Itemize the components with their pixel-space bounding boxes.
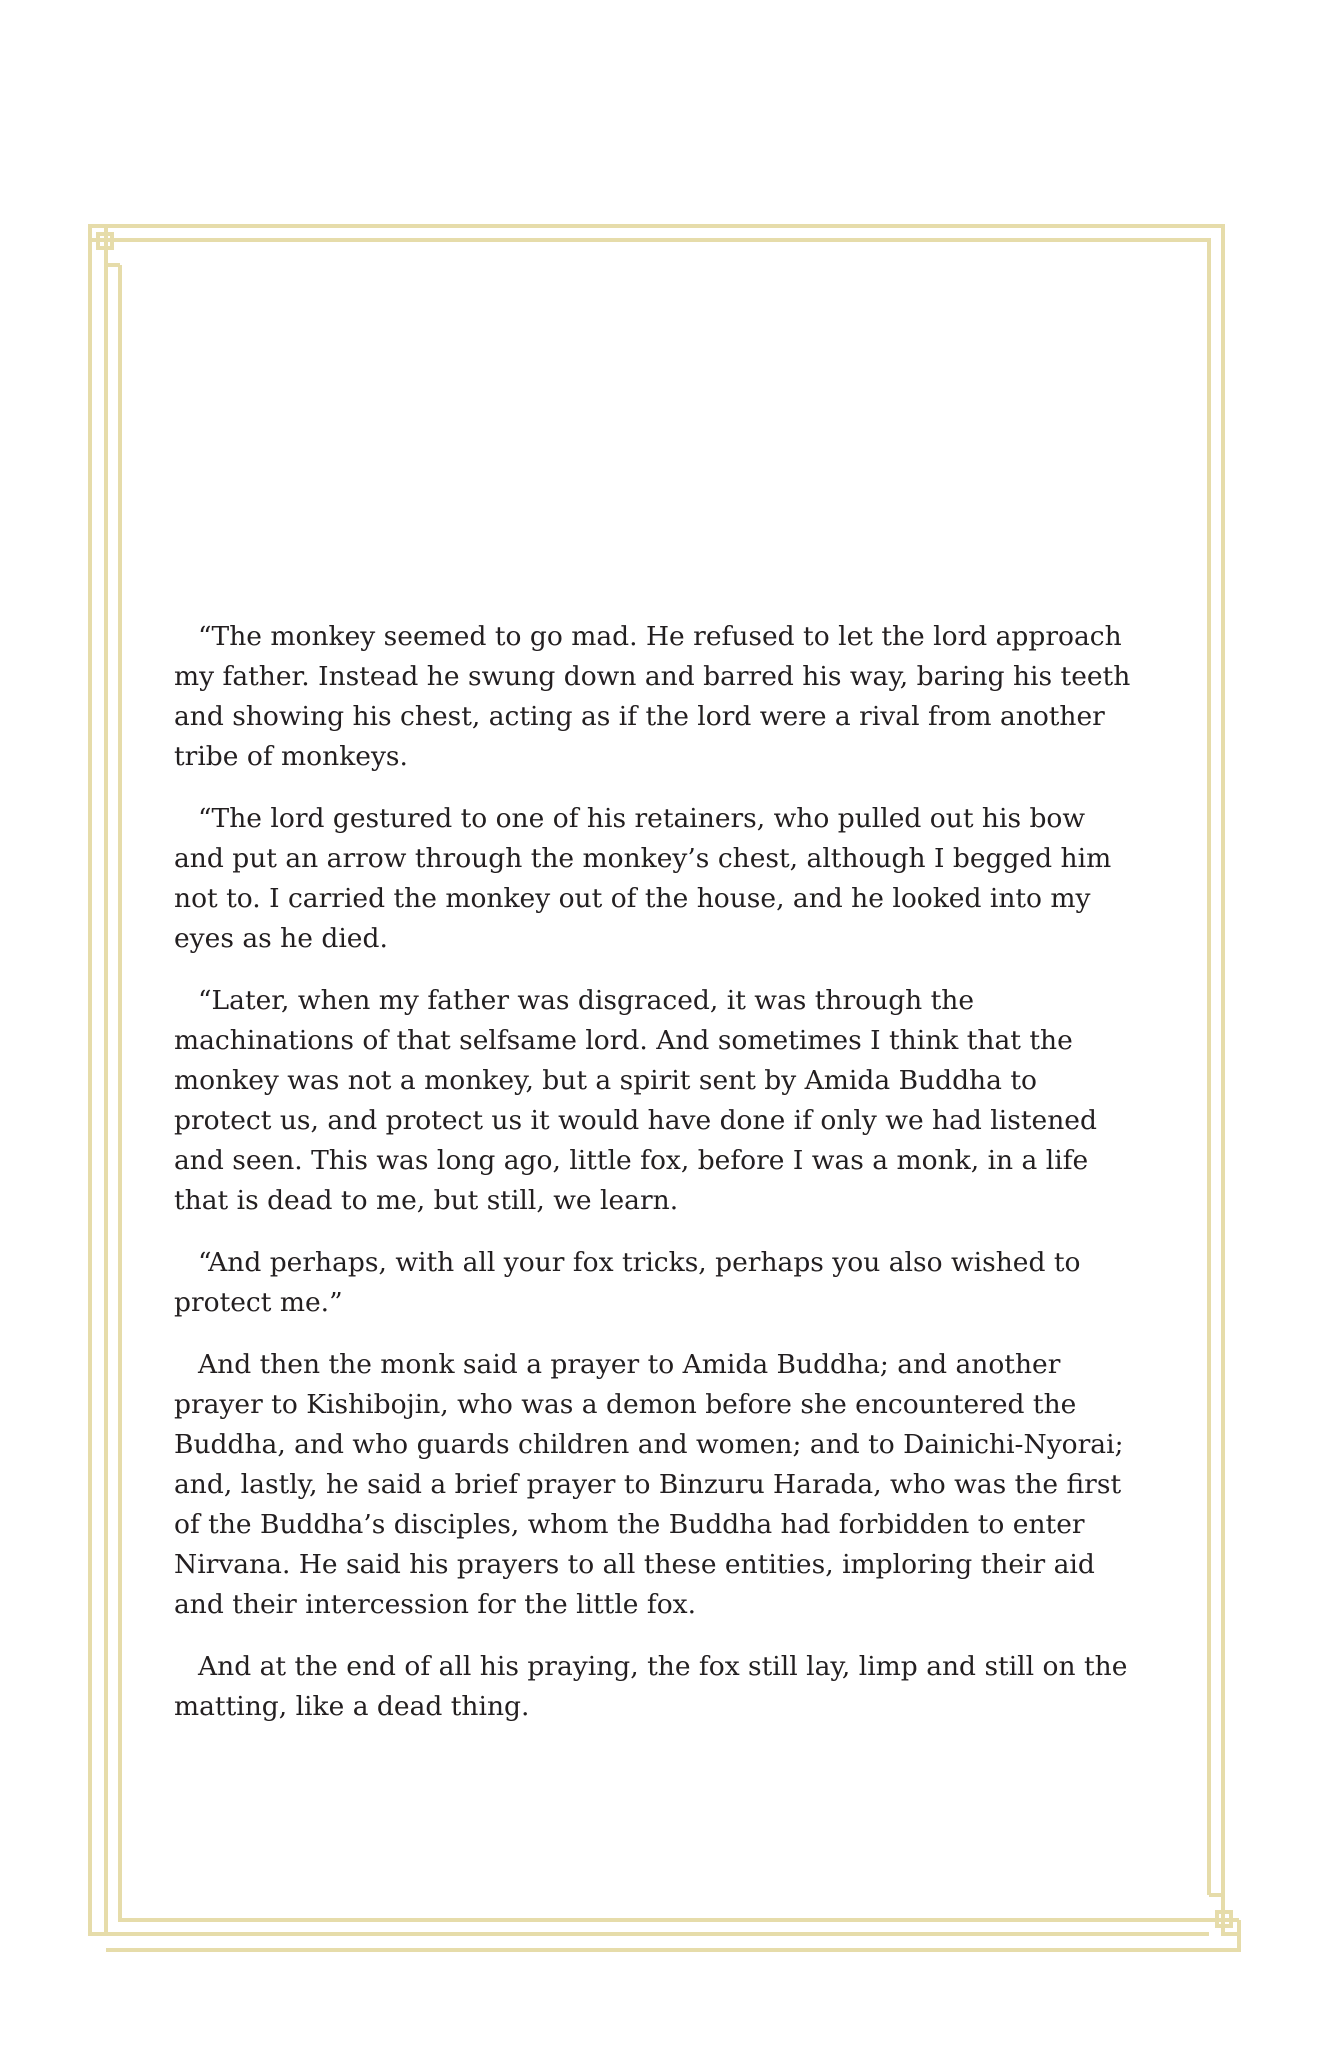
fret-knot-corner-icon — [90, 226, 120, 265]
body-text — [174, 617, 1134, 1749]
paragraph: “Later, when my father was disgraced, it was through the machinations of that selfsame lord. And sometimes I think that the monkey was not a monkey, but a spirit sent by Amida Buddha to protect us, and protect us it would have done if only we had listened and seen. This was long ago, little fox, before I was a monk, in a life that is dead to me, but still, we learn. — [174, 985, 1097, 1216]
paragraph: “The lord gestured to one of his retainers, who pulled out his bow and put an arrow through the monkey’s chest, although I begged him not to. I carried the monkey out of the house, and he looked into my eyes as he died. — [174, 803, 1112, 954]
paragraph: “And perhaps, with all your fox tricks, perhaps you also wished to protect me.” — [174, 1247, 1081, 1318]
paragraph: And at the end of all his praying, the fox still lay, limp and still on the matting, like a dead thing. — [174, 1651, 1128, 1722]
paragraph: And then the monk said a prayer to Amida Buddha; and another prayer to Kishibojin, who was a demon before she encountered the Buddha, and who guards children and women; and to Dainichi-Nyorai; and, lastly, he said a brief prayer to Binzuru Harada, who was the first of the Buddha’s disciples, whom the Buddha had forbidden to enter Nirvana. He said his prayers to all these entities, imploring their aid and their intercession for the little fox. — [174, 1349, 1124, 1620]
paragraph: “The monkey seemed to go mad. He refused to let the lord approach my father. Instead he swung down and barred his way, baring his teeth and showing his chest, acting as if the lord were a rival from another tribe of monkeys. — [174, 621, 1131, 772]
fret-knot-corner-icon — [1209, 1895, 1239, 1934]
